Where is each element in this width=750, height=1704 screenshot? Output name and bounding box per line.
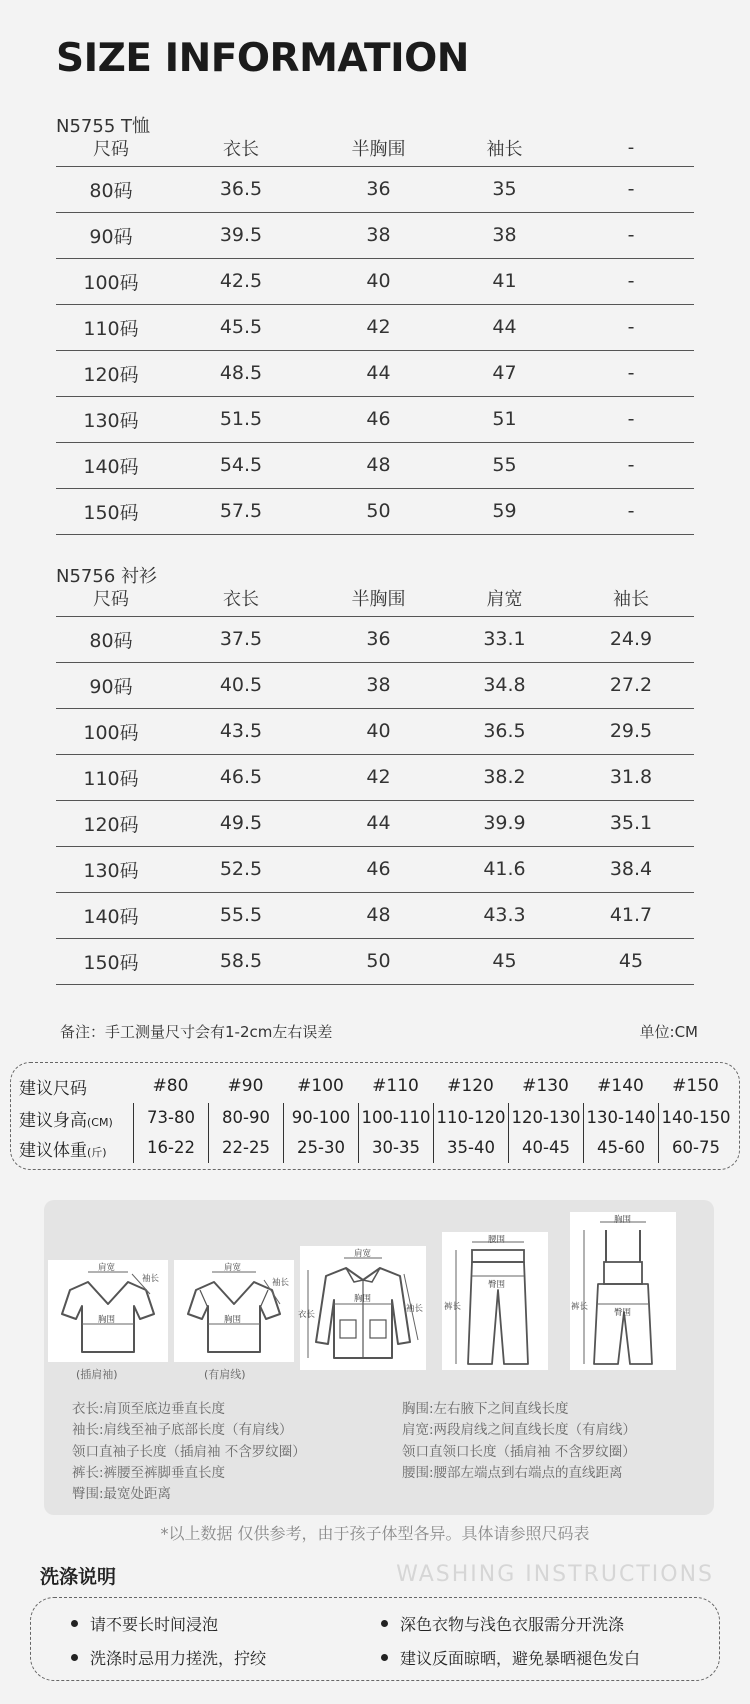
- cell: 38.4: [568, 846, 694, 892]
- cell: 36.5: [441, 708, 568, 754]
- bullet-icon: [71, 1620, 78, 1627]
- washing-item: [71, 1646, 266, 1669]
- sleeve-label: 袖长: [406, 1304, 424, 1314]
- washing-item: [381, 1612, 624, 1635]
- tshirt-size-table: [56, 130, 694, 535]
- table-header-row: [56, 580, 694, 616]
- recommended-weight-row: [19, 1133, 733, 1163]
- shoulder-label: 肩宽: [224, 1263, 242, 1273]
- setin-caption: (有肩线): [204, 1368, 246, 1381]
- cell: 24.9: [568, 616, 694, 662]
- recommended-size-row: [19, 1071, 733, 1101]
- header-length: 衣长: [223, 588, 259, 610]
- definition-item: 裤长:裤腰至裤脚垂直长度: [72, 1464, 226, 1481]
- size-cell: #130: [522, 1076, 569, 1096]
- size-cell: #80: [152, 1076, 189, 1096]
- weight-unit: (斤): [87, 1145, 107, 1159]
- table-row: [56, 212, 694, 258]
- cell: -: [568, 166, 694, 212]
- waist-label: 腰围: [488, 1235, 506, 1245]
- height-cell: 130-140: [583, 1103, 658, 1133]
- cell: -: [568, 304, 694, 350]
- table-row: [56, 708, 694, 754]
- cell: 47: [441, 350, 568, 396]
- cell: 33.1: [441, 616, 568, 662]
- cell: 40: [316, 708, 441, 754]
- bullet-icon: [71, 1654, 78, 1661]
- cell: 110码: [56, 304, 166, 350]
- header-length: 衣长: [223, 138, 259, 160]
- definition-item: 肩宽:两段肩线之间直线长度（有肩线）: [402, 1422, 637, 1439]
- cell: 48.5: [166, 350, 316, 396]
- cell: 29.5: [568, 708, 694, 754]
- cell: 140码: [56, 892, 166, 938]
- hip-label: 臀围: [614, 1308, 632, 1318]
- cell: 52.5: [166, 846, 316, 892]
- weight-cell: 40-45: [508, 1133, 583, 1163]
- cell: 39.9: [441, 800, 568, 846]
- cell: 57.5: [166, 488, 316, 534]
- cell: 40.5: [166, 662, 316, 708]
- cell: 42.5: [166, 258, 316, 304]
- cell: 36: [316, 616, 441, 662]
- height-cell: 80-90: [208, 1103, 283, 1133]
- washing-item: [71, 1612, 218, 1635]
- definition-item: 臀围:最宽处距离: [72, 1486, 172, 1503]
- cell: 100码: [56, 708, 166, 754]
- weight-cell: 35-40: [433, 1133, 508, 1163]
- tshirt-heading: N5755 T恤: [56, 116, 150, 137]
- unit-label: 单位:CM: [639, 1023, 698, 1041]
- cell: 45: [441, 938, 568, 984]
- weight-cell: 22-25: [208, 1133, 283, 1163]
- table-row: [56, 938, 694, 984]
- definitions-left: [72, 1399, 306, 1505]
- hip-label: 臀围: [488, 1280, 506, 1290]
- measurement-remark: 备注：手工测量尺寸会有1-2cm左右误差: [60, 1023, 333, 1041]
- washing-item-text: 请不要长时间浸泡: [90, 1615, 219, 1634]
- bullet-icon: [381, 1620, 388, 1627]
- size-cell: #90: [227, 1076, 264, 1096]
- page-title: SIZE INFORMATION: [56, 36, 469, 81]
- height-cell: 90-100: [283, 1103, 358, 1133]
- chest-label: 胸围: [224, 1315, 242, 1325]
- definition-item: 领口直领口长度（插肩袖 不含罗纹圈）: [402, 1443, 636, 1460]
- cell: 43.5: [166, 708, 316, 754]
- table-row: [56, 350, 694, 396]
- cell: -: [568, 212, 694, 258]
- cell: 48: [316, 892, 441, 938]
- height-cell: 140-150: [658, 1103, 733, 1133]
- table-row: [56, 166, 694, 212]
- cell: 150码: [56, 938, 166, 984]
- header-half-chest: 半胸围: [351, 588, 406, 610]
- washing-item-text: 建议反面晾晒，避免暴晒褪色发白: [400, 1649, 641, 1668]
- table-row: [56, 892, 694, 938]
- chest-label: 胸围: [354, 1294, 372, 1304]
- cell: 80码: [56, 616, 166, 662]
- table-header-row: [56, 130, 694, 166]
- cell: 45.5: [166, 304, 316, 350]
- cell: -: [568, 350, 694, 396]
- cell: 90码: [56, 662, 166, 708]
- header-empty: -: [627, 137, 635, 159]
- sleeve-label: 袖长: [142, 1274, 160, 1284]
- chest-label: 胸围: [614, 1215, 632, 1225]
- cell: 39.5: [166, 212, 316, 258]
- washing-item-text: 深色衣物与浅色衣服需分开洗涤: [400, 1615, 625, 1634]
- recommendation-box: [10, 1062, 740, 1170]
- washing-item-text: 洗涤时忌用力搓洗，拧绞: [90, 1649, 267, 1668]
- table-row: [56, 846, 694, 892]
- cell: -: [568, 258, 694, 304]
- header-sleeve: 袖长: [613, 588, 649, 610]
- pants-length-label: 裤长: [444, 1302, 462, 1312]
- cell: 41.7: [568, 892, 694, 938]
- table-row: [56, 488, 694, 534]
- cell: 34.8: [441, 662, 568, 708]
- cell: 90码: [56, 212, 166, 258]
- cell: 42: [316, 304, 441, 350]
- weight-cell: 16-22: [133, 1133, 208, 1163]
- cell: 41.6: [441, 846, 568, 892]
- cell: 44: [316, 800, 441, 846]
- cell: 50: [316, 488, 441, 534]
- length-label: 衣长: [298, 1310, 316, 1320]
- recommended-height-row: [19, 1103, 733, 1133]
- bullet-icon: [381, 1654, 388, 1661]
- cell: 42: [316, 754, 441, 800]
- cell: 59: [441, 488, 568, 534]
- cell: 38: [441, 212, 568, 258]
- cell: 140码: [56, 442, 166, 488]
- height-row-label: [19, 1106, 133, 1131]
- cell: 55.5: [166, 892, 316, 938]
- table-row: [56, 442, 694, 488]
- cell: 45: [568, 938, 694, 984]
- shirt-size-table: [56, 580, 694, 985]
- cell: 36.5: [166, 166, 316, 212]
- cell: -: [568, 488, 694, 534]
- cell: 46.5: [166, 754, 316, 800]
- cell: 51.5: [166, 396, 316, 442]
- cell: 27.2: [568, 662, 694, 708]
- height-cell: 73-80: [133, 1103, 208, 1133]
- table-row: [56, 754, 694, 800]
- table-row: [56, 616, 694, 662]
- definitions-right: [402, 1399, 636, 1484]
- cell: 54.5: [166, 442, 316, 488]
- height-label-text: 建议身高: [19, 1110, 87, 1131]
- cell: -: [568, 442, 694, 488]
- cell: 44: [316, 350, 441, 396]
- shirt-heading: N5756 衬衫: [56, 566, 157, 587]
- header-sleeve: 袖长: [486, 138, 523, 160]
- washing-item: [381, 1646, 640, 1669]
- table-row: [56, 258, 694, 304]
- washing-box: [30, 1597, 720, 1681]
- weight-label-text: 建议体重: [19, 1140, 87, 1161]
- cell: 40: [316, 258, 441, 304]
- cell: 130码: [56, 846, 166, 892]
- overalls-figure: [570, 1212, 676, 1370]
- header-shoulder: 肩宽: [486, 588, 523, 610]
- height-unit: (CM): [87, 1115, 113, 1129]
- size-row-label: 建议尺码: [19, 1078, 87, 1099]
- height-cell: 110-120: [433, 1103, 508, 1133]
- washing-title: 洗涤说明: [40, 1566, 117, 1588]
- header-half-chest: 半胸围: [351, 138, 406, 160]
- table-row: [56, 396, 694, 442]
- cell: 100码: [56, 258, 166, 304]
- cell: 43.3: [441, 892, 568, 938]
- cell: 55: [441, 442, 568, 488]
- table-row: [56, 662, 694, 708]
- weight-cell: 45-60: [583, 1133, 658, 1163]
- size-cell: #150: [672, 1076, 719, 1096]
- weight-cell: 25-30: [283, 1133, 358, 1163]
- raglan-caption: (插肩袖): [76, 1368, 118, 1381]
- cell: 46: [316, 396, 441, 442]
- setin-tshirt-figure: [174, 1260, 294, 1362]
- cell: 38.2: [441, 754, 568, 800]
- cell: 130码: [56, 396, 166, 442]
- cell: 31.8: [568, 754, 694, 800]
- size-cell: #140: [597, 1076, 644, 1096]
- cell: 44: [441, 304, 568, 350]
- jacket-figure: [300, 1246, 426, 1370]
- cell: 41: [441, 258, 568, 304]
- raglan-tshirt-figure: [48, 1260, 168, 1362]
- height-cell: 120-130: [508, 1103, 583, 1133]
- table-row: [56, 800, 694, 846]
- shoulder-label: 肩宽: [98, 1263, 116, 1273]
- size-cell: #110: [372, 1076, 419, 1096]
- sleeve-label: 袖长: [272, 1278, 290, 1288]
- cell: 150码: [56, 488, 166, 534]
- cell: 48: [316, 442, 441, 488]
- cell: 120码: [56, 350, 166, 396]
- size-cell: #100: [297, 1076, 344, 1096]
- cell: 58.5: [166, 938, 316, 984]
- cell: 120码: [56, 800, 166, 846]
- cell: -: [568, 396, 694, 442]
- cell: 35.1: [568, 800, 694, 846]
- cell: 35: [441, 166, 568, 212]
- washing-watermark: WASHING INSTRUCTIONS: [396, 1562, 714, 1587]
- overalls-icon: [570, 1212, 676, 1370]
- header-size: 尺码: [93, 588, 129, 610]
- cell: 36: [316, 166, 441, 212]
- cell: 110码: [56, 754, 166, 800]
- height-cell: 100-110: [358, 1103, 433, 1133]
- weight-cell: 30-35: [358, 1133, 433, 1163]
- definition-item: 胸围:左右腋下之间直线长度: [402, 1401, 569, 1417]
- disclaimer: *以上数据 仅供参考，由于孩子体型各异。具体请参照尺码表: [160, 1524, 590, 1543]
- pants-figure: [442, 1232, 548, 1370]
- cell: 46: [316, 846, 441, 892]
- cell: 49.5: [166, 800, 316, 846]
- definition-item: 腰围:腰部左端点到右端点的直线距离: [402, 1464, 623, 1481]
- definition-item: 衣长:肩顶至底边垂直长度: [72, 1401, 226, 1417]
- cell: 51: [441, 396, 568, 442]
- pants-length-label: 裤长: [571, 1302, 589, 1312]
- size-cell: #120: [447, 1076, 494, 1096]
- cell: 38: [316, 212, 441, 258]
- weight-cell: 60-75: [658, 1133, 733, 1163]
- cell: 37.5: [166, 616, 316, 662]
- chest-label: 胸围: [98, 1315, 116, 1325]
- table-row: [56, 304, 694, 350]
- weight-row-label: [19, 1136, 133, 1161]
- cell: 80码: [56, 166, 166, 212]
- cell: 38: [316, 662, 441, 708]
- header-size: 尺码: [93, 138, 129, 160]
- cell: 50: [316, 938, 441, 984]
- definition-item: 袖长:肩线至袖子底部长度（有肩线）: [72, 1422, 293, 1439]
- definition-item: 领口直袖子长度（插肩袖 不含罗纹圈）: [72, 1443, 306, 1460]
- shoulder-label: 肩宽: [354, 1249, 372, 1259]
